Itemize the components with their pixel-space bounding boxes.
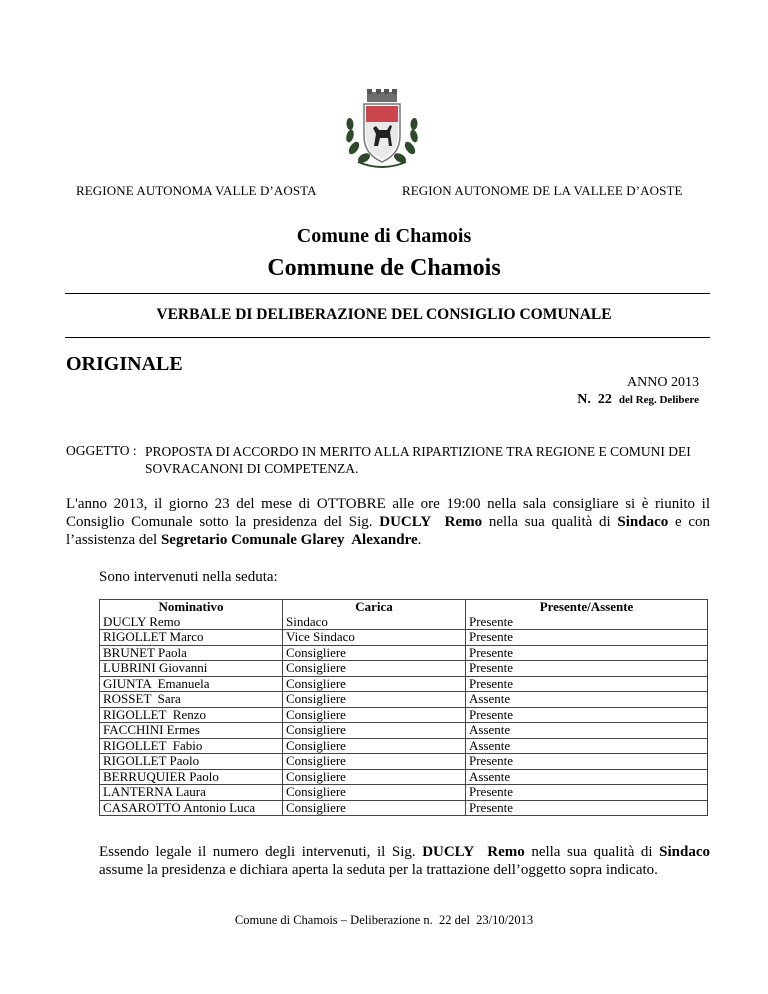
number-value: 22 [597,392,612,407]
member-presence: Assente [466,692,708,708]
member-role: Consigliere [283,707,466,723]
member-name: LUBRINI Giovanni [100,661,283,677]
member-name: RIGOLLET Fabio [100,738,283,754]
member-role: Sindaco [283,615,466,630]
table-row [100,769,708,785]
table-row [100,723,708,739]
page-footer: Comune di Chamois – Deliberazione n. 22 del 23/10/2013 [234,913,534,927]
coat-of-arms-logo [340,88,424,174]
member-role: Consigliere [283,785,466,801]
oggetto-label: OGGETTO : [66,443,137,458]
table-row [100,676,708,692]
attendance-intro: Sono intervenuti nella seduta: [99,569,278,585]
table-row [100,615,708,630]
oggetto-text: PROPOSTA DI ACCORDO IN MERITO ALLA RIPARTIZIONE TRA REGIONE E COMUNI DEI SOVRACANONI DI COMPETENZA. [145,444,691,476]
member-presence: Presente [466,676,708,692]
intro-text-3: e con l’assistenza del [66,514,711,548]
verbale-title: VERBALE DI DELIBERAZIONE DEL CONSIGLIO COMUNALE [156,306,612,323]
member-presence: Assente [466,738,708,754]
member-name: ROSSET Sara [100,692,283,708]
header-carica: Carica [283,600,466,615]
member-role: Consigliere [283,800,466,816]
closing-text-1: Essendo legale il numero degli intervenuti, il Sig. [99,844,423,860]
member-role: Consigliere [283,645,466,661]
number-register: del Reg. Delibere [618,394,699,406]
table-row [100,754,708,770]
deliberation-number [577,392,699,408]
member-presence: Assente [466,769,708,785]
member-role: Consigliere [283,661,466,677]
member-presence: Presente [466,800,708,816]
closing-text-3: assume la presidenza e dichiara aperta la seduta per la trattazione dell’oggetto sopra indicato. [99,862,658,878]
segretario-name: Segretario Comunale Glarey Alexandre [160,532,418,548]
divider-top [65,293,710,294]
closing-role: Sindaco [659,844,711,860]
member-name: GIUNTA Emanuela [100,676,283,692]
attendance-header-row [100,600,708,615]
member-presence: Presente [466,615,708,630]
president-name: Remo [444,514,483,530]
table-row [100,707,708,723]
closing-paragraph [99,843,710,879]
intro-text-2: nella sua qualità di [482,514,618,530]
table-row [100,785,708,801]
document-status: ORIGINALE [66,353,183,375]
member-presence: Presente [466,630,708,646]
member-name: RIGOLLET Renzo [100,707,283,723]
member-name: RIGOLLET Marco [100,630,283,646]
closing-text-2: nella sua qualità di [524,844,660,860]
header-nominativo: Nominativo [100,600,283,615]
member-name: FACCHINI Ermes [100,723,283,739]
member-role: Vice Sindaco [283,630,466,646]
attendance-body [100,615,708,816]
member-role: Consigliere [283,769,466,785]
member-name: RIGOLLET Paolo [100,754,283,770]
intro-gap [431,514,444,530]
member-role: Consigliere [283,754,466,770]
commune-title-french: Commune de Chamois [267,255,501,281]
region-name-italian: REGIONE AUTONOMA VALLE D’AOSTA [76,183,317,198]
document-year: ANNO 2013 [627,375,699,390]
region-name-french: REGION AUTONOME DE LA VALLEE D’AOSTE [402,183,683,198]
table-row [100,738,708,754]
president-role: Sindaco [617,514,669,530]
closing-gap [474,844,487,860]
intro-text-1: L'anno 2013, il giorno 23 del mese di OTTOBRE alle ore 19:00 nella sala consigliare si è riunito il Consiglio Comunale sotto la presidenza del Sig. [66,496,710,530]
member-role: Consigliere [283,676,466,692]
member-presence: Presente [466,707,708,723]
intro-paragraph [66,495,710,549]
president-surname: DUCLY [379,514,432,530]
comune-title-italian: Comune di Chamois [296,225,472,247]
member-role: Consigliere [283,738,466,754]
table-row [100,645,708,661]
header-presenza: Presente/Assente [466,600,708,615]
table-row [100,692,708,708]
member-presence: Presente [466,754,708,770]
table-row [100,661,708,677]
table-row [100,630,708,646]
member-presence: Presente [466,645,708,661]
member-presence: Presente [466,785,708,801]
member-name: CASAROTTO Antonio Luca [100,800,283,816]
closing-name: Remo [487,844,525,860]
member-presence: Presente [466,661,708,677]
member-role: Consigliere [283,692,466,708]
table-row [100,800,708,816]
member-presence: Assente [466,723,708,739]
divider-bottom [65,337,710,338]
member-name: BRUNET Paola [100,645,283,661]
member-name: BERRUQUIER Paolo [100,769,283,785]
intro-text-4: . [417,532,422,548]
member-name: LANTERNA Laura [100,785,283,801]
member-name: DUCLY Remo [100,615,283,630]
number-prefix: N. [577,392,591,407]
closing-surname: DUCLY [422,844,475,860]
member-role: Consigliere [283,723,466,739]
attendance-table [99,599,708,816]
